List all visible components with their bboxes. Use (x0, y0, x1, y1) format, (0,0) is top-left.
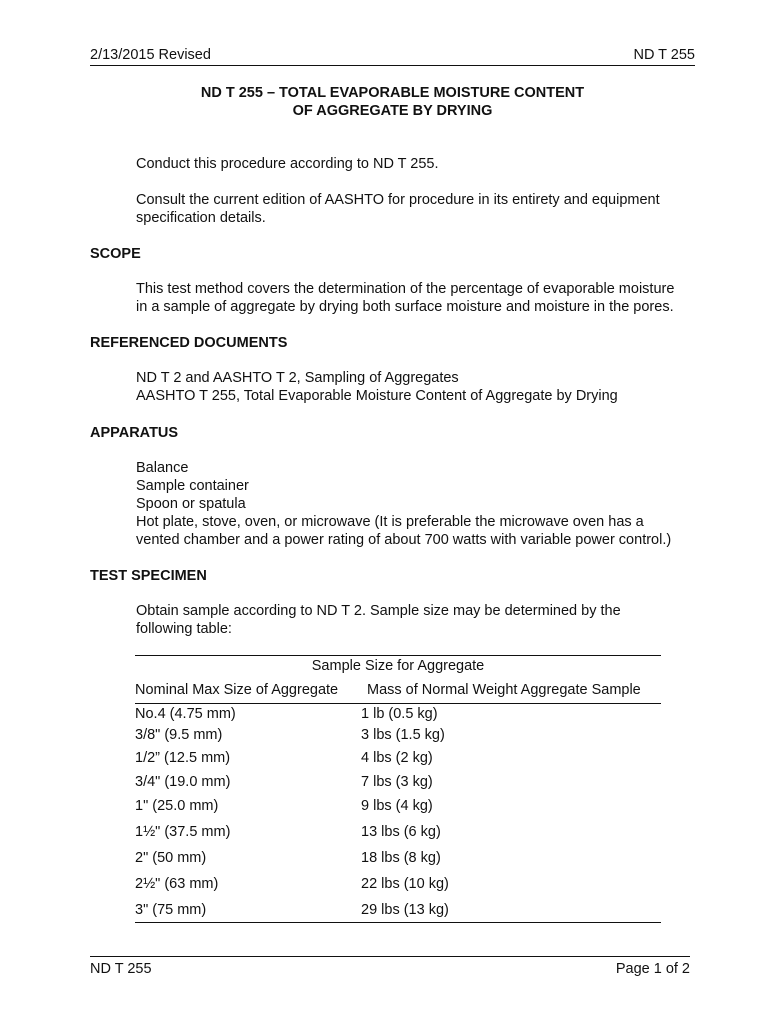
footer-divider (90, 956, 690, 957)
apparatus-item: Hot plate, stove, oven, or microwave (It is preferable the microwave oven has a (136, 514, 644, 530)
table-cell-mass: 29 lbs (13 kg) (361, 902, 449, 918)
table-cell-size: 2½" (63 mm) (135, 876, 219, 892)
scope-paragraph (136, 280, 696, 316)
apparatus-heading: APPARATUS (90, 425, 179, 441)
test-specimen-heading: TEST SPECIMEN (90, 568, 207, 584)
table-cell-size: 2" (50 mm) (135, 850, 207, 866)
table-cell-size: 3" (75 mm) (135, 902, 207, 918)
header-divider (90, 65, 695, 66)
table-top-rule (135, 655, 661, 656)
table-cell-mass: 1 lb (0.5 kg) (361, 706, 438, 722)
referenced-document-item: AASHTO T 255, Total Evaporable Moisture Content of Aggregate by Drying (136, 388, 618, 404)
intro-paragraph-2-line-1: Consult the current edition of AASHTO for procedure in its entirety and equipment (136, 192, 660, 208)
table-cell-mass: 3 lbs (1.5 kg) (361, 727, 445, 743)
table-cell-mass: 4 lbs (2 kg) (361, 750, 433, 766)
scope-line-1: This test method covers the determination of the percentage of evaporable moisture (136, 281, 675, 297)
apparatus-item: Sample container (136, 478, 249, 494)
table-cell-mass: 22 lbs (10 kg) (361, 876, 449, 892)
table-cell-size: 1½" (37.5 mm) (135, 824, 231, 840)
test-specimen-paragraph (136, 602, 696, 638)
title-line-1: ND T 255 – TOTAL EVAPORABLE MOISTURE CONTENT (200, 85, 585, 101)
intro-paragraph-2 (136, 191, 696, 227)
referenced-document-item: ND T 2 and AASHTO T 2, Sampling of Aggregates (136, 370, 459, 386)
page-footer (90, 960, 690, 978)
intro-paragraph-2-line-2: specification details. (136, 210, 266, 226)
table-cell-mass: 9 lbs (4 kg) (361, 798, 433, 814)
table-cell-size: 3/8" (9.5 mm) (135, 727, 223, 743)
header-doc-id: ND T 255 (633, 47, 695, 63)
apparatus-item: vented chamber and a power rating of about 700 watts with variable power control.) (136, 532, 672, 548)
footer-doc-id: ND T 255 (90, 961, 152, 977)
revision-date: 2/13/2015 Revised (90, 47, 211, 63)
apparatus-item: Spoon or spatula (136, 496, 246, 512)
intro-paragraph-1: Conduct this procedure according to ND T 255. (136, 156, 439, 172)
table-cell-size: 1" (25.0 mm) (135, 798, 219, 814)
document-title (90, 84, 695, 120)
scope-line-2: in a sample of aggregate by drying both surface moisture and moisture in the pores. (136, 299, 674, 315)
apparatus-list (136, 459, 696, 549)
table-cell-size: 3/4" (19.0 mm) (135, 774, 231, 790)
page-header (90, 46, 695, 64)
table-header-rule (135, 703, 661, 704)
title-line-2: OF AGGREGATE BY DRYING (292, 103, 493, 119)
table-bottom-rule (135, 922, 661, 923)
table-cell-mass: 7 lbs (3 kg) (361, 774, 433, 790)
table-cell-mass: 13 lbs (6 kg) (361, 824, 441, 840)
table-cell-size: 1/2” (12.5 mm) (135, 750, 231, 766)
scope-heading: SCOPE (90, 246, 141, 262)
page-number: Page 1 of 2 (615, 961, 690, 977)
referenced-documents-list (136, 369, 696, 405)
column-header-mass: Mass of Normal Weight Aggregate Sample (367, 682, 641, 698)
apparatus-item: Balance (136, 460, 189, 476)
column-header-size: Nominal Max Size of Aggregate (135, 682, 339, 698)
test-specimen-line-2: following table: (136, 621, 232, 637)
table-cell-size: No.4 (4.75 mm) (135, 706, 236, 722)
table-cell-mass: 18 lbs (8 kg) (361, 850, 441, 866)
test-specimen-line-1: Obtain sample according to ND T 2. Sample size may be determined by the (136, 603, 621, 619)
table-caption: Sample Size for Aggregate (311, 658, 485, 674)
referenced-documents-heading: REFERENCED DOCUMENTS (90, 335, 288, 351)
